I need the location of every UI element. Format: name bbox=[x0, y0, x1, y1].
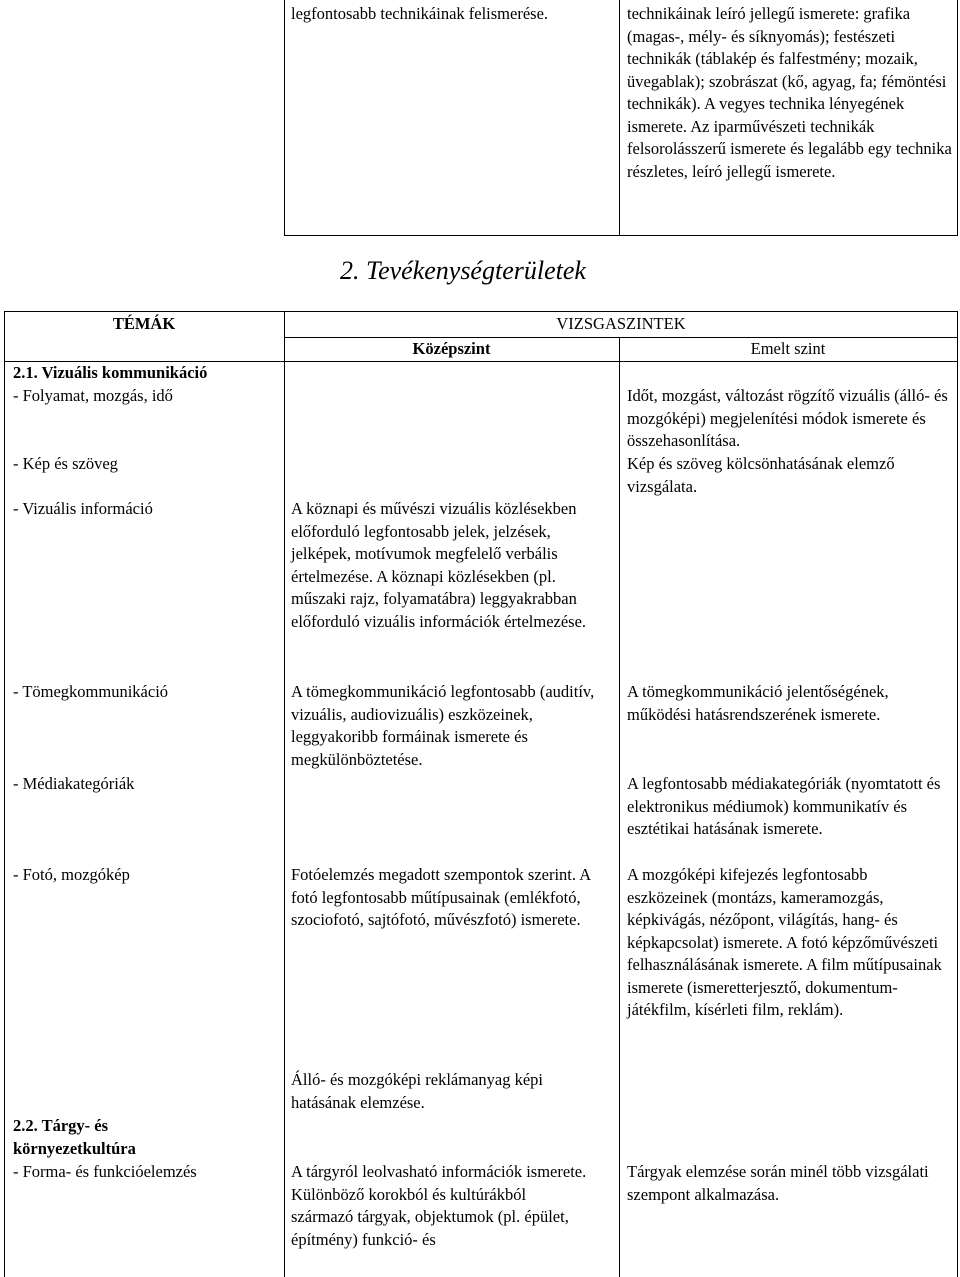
right-folyamat: Időt, mozgást, változást rögzítő vizuális (álló- és mozgóképi) megjelenítési módok ismerete és összehasonlítása. bbox=[627, 386, 948, 450]
main-table-left-border bbox=[4, 311, 5, 1277]
main-table-col1-border bbox=[284, 311, 285, 1277]
top-table-right-border bbox=[957, 0, 958, 236]
header-emelt-szint: Emelt szint bbox=[750, 339, 826, 358]
mid-targyrol-informaciok: A tárgyról leolvasható információk ismerete. Különböző korokból és kultúrákból származó tárgyak, objektumok (pl. épület, építmény) funkció- és bbox=[291, 1162, 587, 1249]
right-tomegkommunikacio: A tömegkommunikáció jelentőségének, működési hatásrendszerének ismerete. bbox=[627, 682, 889, 724]
mid-fotoelemzes: Fotóelemzés megadott szempontok szerint. A fotó legfontosabb műtípusainak (emlékfotó, szociofotó, sajtófotó, művészfotó) ismerete. bbox=[291, 865, 591, 929]
header-vizsgaszintek: VIZSGASZINTEK bbox=[556, 314, 686, 333]
top-right-text: technikáinak leíró jellegű ismerete: grafika (magas-, mély- és síknyomás); festészeti technikák (táblakép és falfestmény; mozaik, üvegablak); szobrászat (kő, agyag, fa; fémöntési technikák). A vegyes technika lényegének ismerete. Az iparművészeti technikák felsorolásszerű ismerete és legalább egy technika részletes, leíró jellegű ismerete. bbox=[627, 4, 952, 181]
right-mozgokep: A mozgóképi kifejezés legfontosabb eszközeinek (montázs, kameramozgás, képkivágás, nézőpont, világítás, hang- és képkapcsolat) ismerete. A fotó képzőművészeti felhasználásának ismerete. A film műtípusainak ismerete (ismeretterjesztő, dokumentum- játékfilm, kísérleti film, reklám). bbox=[627, 865, 942, 1019]
header-temak: TÉMÁK bbox=[112, 314, 176, 333]
header-kozepszint: Középszint bbox=[412, 339, 491, 358]
main-table-top-border bbox=[4, 311, 958, 312]
mid-reklamanyag: Álló- és mozgóképi reklámanyag képi hatásának elemzése. bbox=[291, 1070, 544, 1112]
top-table-bottom-border bbox=[284, 235, 958, 236]
right-mediakategoriak: A legfontosabb médiakategóriák (nyomtatott és elektronikus médiumok) kommunikatív és esztétikai hatásának ismerete. bbox=[627, 774, 941, 838]
topic-heading-vizualis-kommunikacio: 2.1. Vizuális kommunikáció bbox=[13, 363, 208, 382]
right-targyak-elemzese: Tárgyak elemzése során minél több vizsgálati szempont alkalmazása. bbox=[627, 1162, 929, 1204]
topic-tomegkommunikacio: - Tömegkommunikáció bbox=[13, 682, 169, 701]
top-table-left-border bbox=[284, 0, 285, 236]
topic-vizualis-informacio: - Vizuális információ bbox=[13, 499, 153, 518]
topic-foto-mozgokep: - Fotó, mozgókép bbox=[13, 865, 130, 884]
section-title: 2. Tevékenységterületek bbox=[340, 256, 586, 285]
topic-heading-targy-es-kornyezetkultura: 2.2. Tárgy- és környezetkultúra bbox=[13, 1116, 136, 1158]
topic-mediakategoriak: - Médiakategóriák bbox=[13, 774, 135, 793]
top-table-mid-border bbox=[619, 0, 620, 236]
mid-tomegkommunikacio: A tömegkommunikáció legfontosabb (auditív, vizuális, audiovizuális) eszközeinek, leggyakoribb formáinak ismerete és megkülönböztetése. bbox=[291, 682, 595, 769]
topic-kep-es-szoveg: - Kép és szöveg bbox=[13, 454, 118, 473]
top-mid-text: legfontosabb technikáinak felismerése. bbox=[291, 4, 549, 23]
main-table-right-border bbox=[957, 311, 958, 1277]
mid-vizualis-informacio: A köznapi és művészi vizuális közlésekben előforduló legfontosabb jelek, jelzések, jelképek, motívumok megfelelő verbális értelmezése. A köznapi közlésekben (pl. műszaki rajz, folyamatábra) leggyakrabban előforduló vizuális információk értelmezése. bbox=[291, 499, 587, 631]
main-table-col2-border bbox=[619, 337, 620, 1277]
right-kep-es-szoveg: Kép és szöveg kölcsönhatásának elemző vizsgálata. bbox=[627, 454, 895, 496]
topic-folyamat: - Folyamat, mozgás, idő bbox=[13, 386, 173, 405]
topic-forma-es-funkcioelemzes: - Forma- és funkcióelemzés bbox=[13, 1162, 197, 1181]
